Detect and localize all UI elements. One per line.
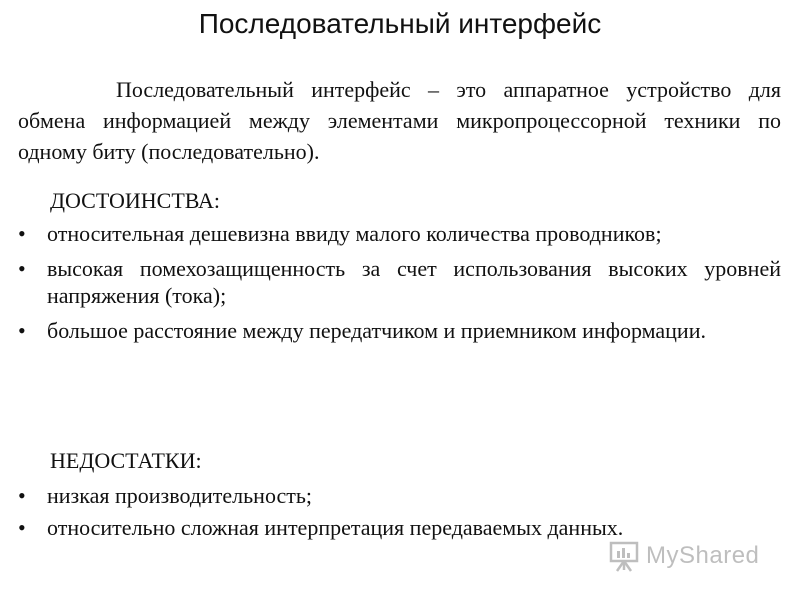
list-item xyxy=(18,514,781,541)
bullet-icon: • xyxy=(18,256,26,281)
list-item-text: высокая помехозащищенность за счет использования высоких уровней напряжения (тока); xyxy=(47,256,781,308)
list-item-text: большое расстояние между передатчиком и приемником информации. xyxy=(47,318,706,343)
list-item-text: относительно сложная интерпретация передаваемых данных. xyxy=(47,515,624,540)
disadvantages-list xyxy=(18,482,781,546)
list-item xyxy=(18,255,781,309)
advantages-heading: ДОСТОИНСТВА: xyxy=(50,188,221,213)
watermark-text: MyShared xyxy=(646,542,760,569)
list-item-text: низкая производительность; xyxy=(47,483,313,508)
list-item xyxy=(18,482,781,509)
list-item xyxy=(18,220,781,247)
advantages-list xyxy=(18,220,781,352)
bullet-icon: • xyxy=(18,221,26,246)
bullet-icon: • xyxy=(18,318,26,343)
intro-paragraph: Последовательный интерфейс – это аппаратное устройство для обмена информацией между элементами микропроцессорной техники по одному биту (последовательно). xyxy=(18,77,781,164)
watermark xyxy=(608,538,759,574)
list-item xyxy=(18,317,781,344)
bullet-icon: • xyxy=(18,483,26,508)
disadvantages-heading: НЕДОСТАТКИ: xyxy=(50,448,202,473)
list-item-text: относительная дешевизна ввиду малого количества проводников; xyxy=(47,221,662,246)
slide-title: Последовательный интерфейс xyxy=(198,8,602,39)
bullet-icon: • xyxy=(18,515,26,540)
presentation-board-icon xyxy=(608,539,642,573)
